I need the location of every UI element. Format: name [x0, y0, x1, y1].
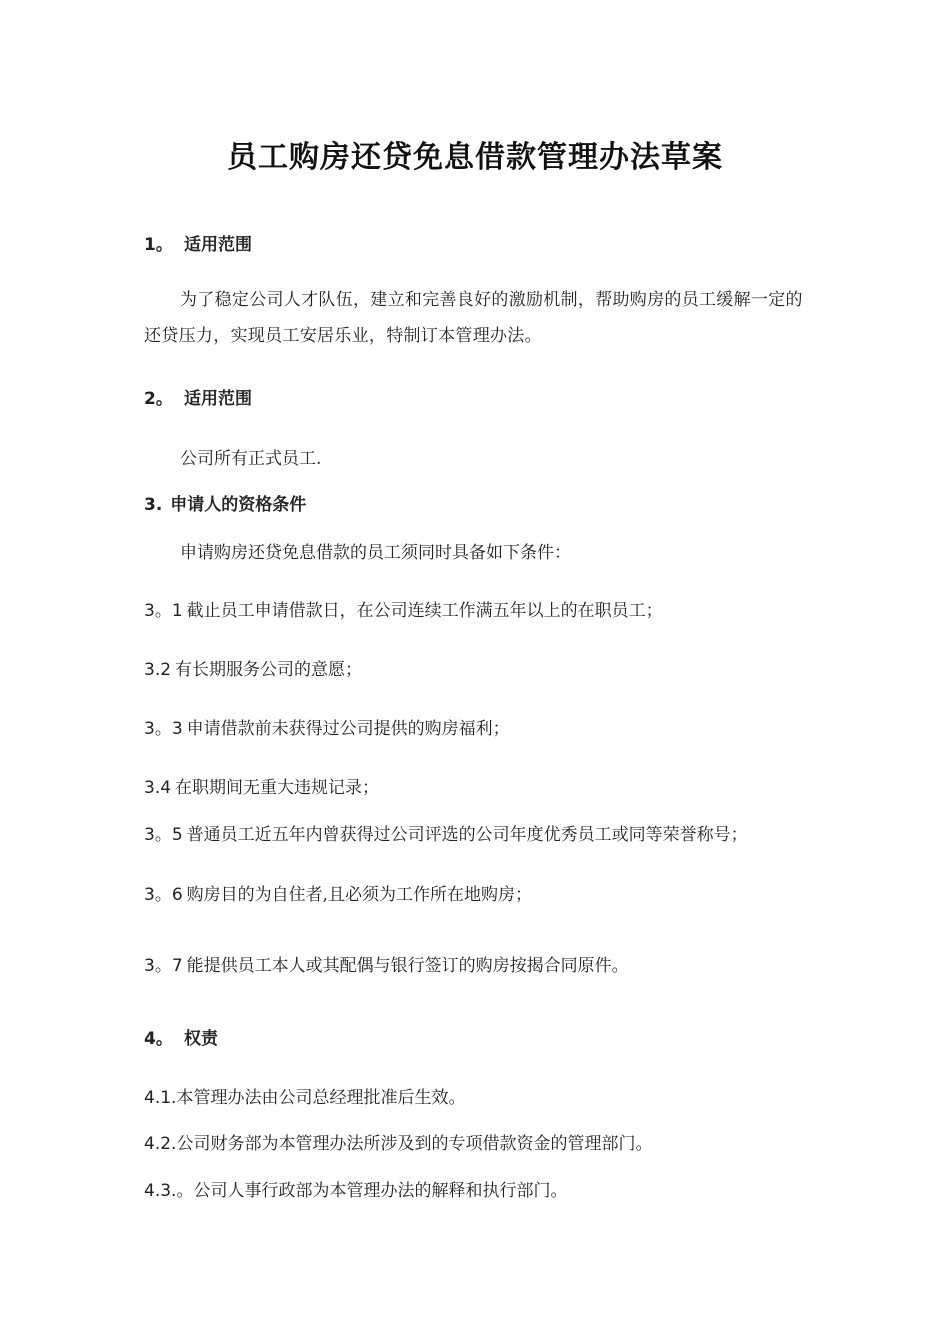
item-number: 4.1.: [144, 1088, 177, 1108]
list-item: [144, 714, 510, 739]
item-text: 申请借款前未获得过公司提供的购房福利；: [186, 719, 510, 739]
item-number: 4.3.: [144, 1181, 177, 1201]
section-title: 适用范围: [184, 235, 252, 255]
list-item: [144, 820, 748, 845]
section-number: 1。: [144, 235, 173, 255]
list-item: [144, 655, 362, 680]
section-1-paragraph: 为了稳定公司人才队伍，建立和完善良好的激励机制，帮助购房的员工缓解一定的还贷压力，实现员工安居乐业，特制订本管理办法。: [144, 290, 803, 346]
item-text: 。公司人事行政部为本管理办法的解释和执行部门。: [176, 1181, 568, 1201]
section-heading-1: [144, 230, 252, 255]
section-title: 申请人的资格条件: [170, 495, 307, 515]
item-number: 3。3: [144, 719, 183, 739]
item-number: 3。6: [144, 885, 183, 905]
item-number: 4.2.: [144, 1134, 177, 1154]
item-number: 3。7: [144, 956, 183, 976]
item-text: 截止员工申请借款日，在公司连续工作满五年以上的在职员工；: [186, 601, 663, 621]
section-number: 3.: [144, 495, 163, 515]
item-number: 3.4: [144, 778, 172, 798]
item-number: 3.2: [144, 660, 172, 680]
item-text: 有长期服务公司的意愿；: [175, 660, 363, 680]
section-title: 适用范围: [184, 389, 252, 409]
section-2-paragraph: 公司所有正式员工.: [180, 449, 322, 469]
list-item: [144, 1129, 652, 1154]
list-item: [144, 773, 379, 798]
list-item: [144, 1176, 567, 1201]
item-text: 能提供员工本人或其配偶与银行签订的购房按揭合同原件。: [186, 956, 629, 976]
list-item: [144, 880, 532, 905]
item-text: 购房目的为自住者,且必须为工作所在地购房；: [186, 885, 533, 905]
list-item: [144, 951, 629, 976]
item-number: 3。5: [144, 825, 183, 845]
section-3-intro: 申请购房还贷免息借款的员工须同时具备如下条件：: [180, 543, 571, 563]
section-number: 2。: [144, 389, 173, 409]
item-text: 在职期间无重大违规记录；: [175, 778, 380, 798]
item-text: 公司财务部为本管理办法所涉及到的专项借款资金的管理部门。: [176, 1134, 653, 1154]
section-title: 权责: [184, 1029, 218, 1049]
section-heading-3: [144, 490, 306, 515]
section-heading-2: [144, 384, 252, 409]
list-item: [144, 1083, 465, 1108]
item-text: 普通员工近五年内曾获得过公司评选的公司年度优秀员工或同等荣誉称号；: [186, 825, 748, 845]
item-text: 本管理办法由公司总经理批准后生效。: [176, 1088, 466, 1108]
item-number: 3。1: [144, 601, 183, 621]
list-item: [144, 596, 663, 621]
section-heading-4: [144, 1024, 218, 1049]
page-title: 员工购房还贷免息借款管理办法草案: [227, 140, 723, 175]
section-number: 4。: [144, 1029, 173, 1049]
